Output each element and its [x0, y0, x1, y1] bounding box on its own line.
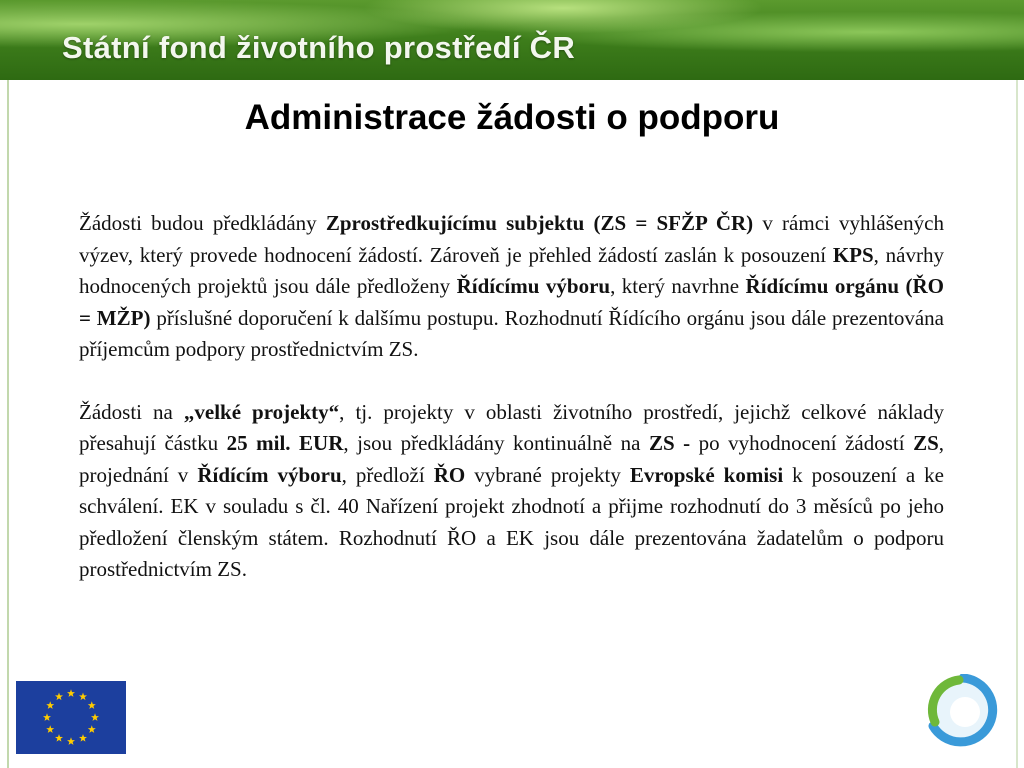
bold-run: KPS	[832, 242, 874, 267]
text-run: po vyhodnocení žádostí	[690, 431, 914, 455]
header-banner	[0, 0, 1024, 80]
paragraph-1	[79, 208, 944, 366]
bold-run: ŘO	[433, 462, 466, 487]
eu-star-icon	[79, 693, 87, 701]
text-run: příslušné doporučení k dalšímu postupu. Rozhodnutí Řídícího orgánu jsou dále prezentována příjemcům podpory prostřednictvím ZS.	[79, 305, 944, 361]
eu-star-icon	[46, 725, 54, 733]
eu-star-icon	[91, 713, 99, 721]
text-run: , předloží	[341, 462, 434, 487]
paragraph-2	[79, 397, 944, 586]
left-divider	[7, 80, 9, 768]
bold-run: Řídícím výboru	[197, 462, 342, 487]
eu-star-icon	[46, 701, 54, 709]
eu-star-icon	[67, 689, 75, 697]
bold-run: Zprostředkujícímu subjektu (ZS = SFŽP ČR)	[325, 211, 754, 235]
text-run: Žádosti budou předkládány	[79, 211, 326, 235]
bold-run: 25 mil. EUR	[226, 431, 344, 455]
eu-star-icon	[88, 701, 96, 709]
bold-run: ZS -	[648, 431, 691, 455]
organization-title: Státní fond životního prostředí ČR	[62, 30, 576, 65]
right-divider	[1016, 80, 1018, 768]
text-run: , návrhy hodnocených projektů jsou dále předloženy	[79, 242, 944, 298]
eu-star-icon	[55, 734, 63, 742]
slide-title: Administrace žádosti o podporu	[244, 98, 780, 137]
text-run: vybrané projekty	[465, 462, 630, 487]
eu-star-icon	[88, 725, 96, 733]
eu-star-icon	[43, 713, 51, 721]
text-run: k posouzení a ke schválení. EK v souladu s čl. 40 Nařízení projekt zhodnotí a přijme rozhodnutí do 3 měsíců po jeho předložení členským státem. Rozhodnutí ŘO a EK jsou dále prezentována žadatelům o podporu prostřednictvím ZS.	[79, 462, 944, 581]
eu-flag-icon	[16, 681, 126, 754]
bold-run: Řídícímu orgánu (ŘO = MŽP)	[79, 274, 944, 330]
text-run: v rámci vyhlášených výzev, který provede hodnocení žádostí. Zároveň je přehled žádostí zaslán k posouzení	[79, 211, 944, 267]
eu-star-icon	[79, 734, 87, 742]
slide-body	[79, 208, 944, 617]
bold-run: Řídícímu výboru	[456, 274, 611, 298]
sfzp-logo-icon	[923, 674, 999, 750]
bold-run: Evropské komisi	[629, 462, 784, 487]
bold-run: „velké projekty“	[183, 399, 340, 424]
text-run: Žádosti na	[79, 399, 184, 424]
eu-star-icon	[67, 737, 75, 745]
text-run: , tj. projekty v oblasti životního prostředí, jejichž celkové náklady přesahují částku	[79, 399, 945, 455]
text-run: , jsou předkládány kontinuálně na	[343, 431, 649, 455]
text-run: , projednání v	[79, 431, 945, 487]
bold-run: ZS	[913, 431, 939, 455]
eu-stars-icon	[16, 681, 126, 754]
eu-star-icon	[55, 693, 63, 701]
text-run: , který navrhne	[610, 274, 746, 298]
